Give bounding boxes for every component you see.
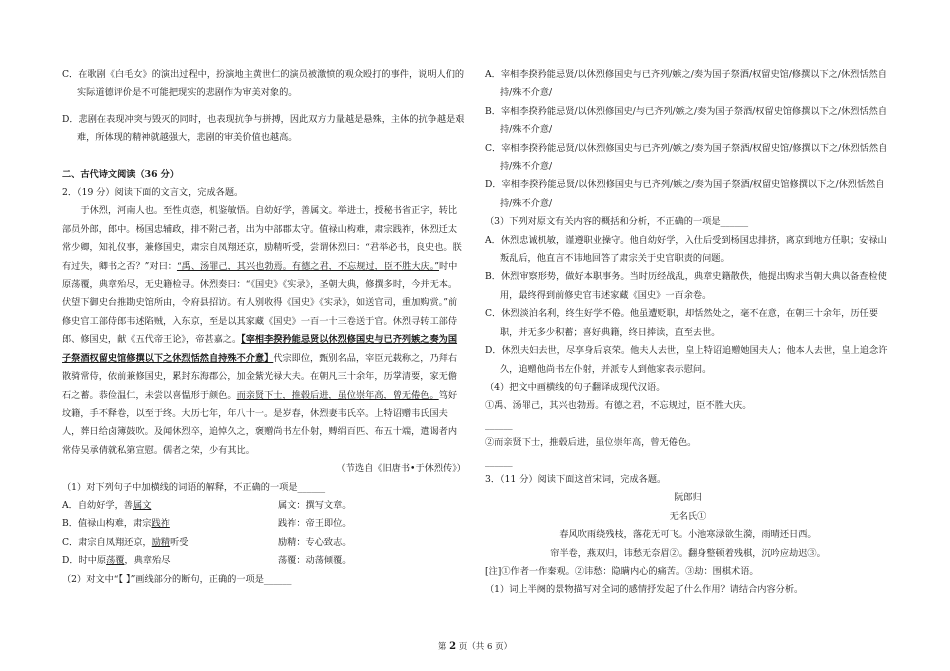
sub-question-3: （3）下列对原文有关内容的概括和分析，不正确的一项是______ bbox=[485, 216, 749, 228]
passage-part-3: 代宗即位，甄别名品，宰臣元载称之，乃拜右散骑常侍，依前兼修国史，累封东海郡公，加金紫光禄大夫。在朝凡三十余年，历掌清要，家无儋石之蓄。恭俭温仁，未尝以喜愠形于颜色。 bbox=[62, 352, 458, 401]
left-column bbox=[62, 66, 466, 589]
sub3-option-d: D．休烈夫妇去世，尽享身后哀荣。他夫人去世，皇上特诏追赠她国夫人；他本人去世，皇上追念许久，追赠他尚书左仆射，并派专人到他家表示慰问。 bbox=[485, 345, 888, 375]
sub2-option-c: C．宰相李揆矜能忌贤/以休烈修国史与已齐列/嫉之/奏为国子祭酒/权留史馆/修撰以下之/休烈恬然自持/殊不介意/ bbox=[485, 142, 888, 173]
bracketed-sentence: 【宰相李揆矜能忌贤以休烈修国史与已齐列嫉之奏为国子祭酒权留史馆修撰以下之休烈恬然自持殊不介意】 bbox=[62, 334, 458, 364]
poem-line-2: 帘半卷，燕双归，讳愁无奈眉②。翻身整顿着残棋，沉吟应劫迟③。 bbox=[550, 547, 826, 559]
page-footer: 第 2 页（共 6 页） bbox=[437, 641, 513, 652]
option-c: C．在歌剧《白毛女》的演出过程中，扮演地主黄世仁的演员被激愤的观众殴打的事件，说明人们的实际道德评价是不可能把现实的悲剧作为审美对象的。 bbox=[62, 69, 465, 99]
question-3-intro: 3．（11 分）阅读下面这首宋词，完成各题。 bbox=[485, 473, 667, 485]
sub2-option-a: A．宰相李揆矜能忌贤/以休烈修国史与已齐列/嫉之/奏为国子祭酒/权留史馆/修撰以下之/休烈恬然自持/殊不介意/ bbox=[485, 69, 887, 99]
sub-question-1: （1）对下列句子中加横线的词语的解释，不正确的一项是______ bbox=[62, 481, 326, 493]
poem-note: [注]①作者一作秦观。②讳愁：隐瞒内心的痛苦。③劫：围棋术语。 bbox=[485, 565, 759, 577]
translate-sentence-2: ②而亲贤下士，推毂后进，虽位崇年高，曾无倦色。 bbox=[485, 437, 697, 449]
underlined-sentence-1: “禹、汤罪己，其兴也勃焉。有德之君，不忘规过，臣不胜大庆。” bbox=[176, 260, 439, 272]
sub2-option-d: D．宰相李揆矜能忌贤/以休烈修国史与已齐列/嫉之/奏为国子祭酒/权留史馆修撰以下之/休烈恬然自持/殊不介意/ bbox=[485, 179, 885, 209]
page-number: 2 bbox=[449, 641, 457, 652]
question-3-sub-1: （1）词上半阕的景物描写对全词的感情抒发起了什么作用？请结合内容分析。 bbox=[485, 584, 804, 596]
poem-author: 无名氏① bbox=[669, 510, 707, 522]
passage-part-4: 笃好坟籍，手不释卷，以至于终。大历七年，年八十一。是岁春，休烈妻韦氏卒。上特诏赠韦氏国夫人，葬日给卤簿鼓吹。及闻休烈卒，追悼久之，褒赠尚书左仆射，赙绢百匹、布五十端，遣谒者内常侍吴承倩就私第宣慰。儒者之荣，少有其比。 bbox=[62, 389, 458, 456]
sub3-option-a: A．休烈忠诚机敏，谨遵职业操守。他自幼好学，入仕后受到杨国忠排挤，离京到地方任职；安禄山叛乱后，他直言不讳地回答了肃宗关于史官职责的问题。 bbox=[485, 234, 887, 265]
passage-part-2: 时中原荡覆，典章殆尽，无史籍检寻。休烈奏曰：“《国史》《实录》，圣朝大典，修撰多时，今并无本。伏望下御史台推勘史馆所由，令府县招访。有人别收得《国史》《实录》，如送官司，重加购赏。”前修史官工部侍郎韦述陷贼，入东京，至是以其家藏《国史》一百一十三卷送于官。休烈寻转工部侍郎、修国史，献《五代帝王论》，帝甚嘉之。 bbox=[62, 260, 458, 346]
sub2-option-b: B．宰相李揆矜能忌贤/以休烈修国史/与已齐列/嫉之/奏为国子祭酒/权留史馆修撰以下之/休烈恬然自持/殊不介意/ bbox=[485, 105, 888, 136]
poem-line-1: 春风吹雨绕残枝，落花无可飞。小池寒渌欲生漪，雨晴还日西。 bbox=[559, 529, 817, 541]
sub1-option-c: C．肃宗自凤翔还京，励精听受 励精：专心致志。 bbox=[62, 536, 352, 548]
answer-blank-1: ______ bbox=[485, 418, 513, 430]
underlined-sentence-2: 而亲贤下士，推毂后进，虽位崇年高，曾无倦色。 bbox=[236, 389, 439, 401]
answer-blank-2: ______ bbox=[485, 455, 513, 467]
option-d: D．悲剧在表现冲突与毁灭的同时，也表现抗争与拼搏，因此双方力量越是悬殊，主体的抗争越是艰难，所体现的精神就越强大，悲剧的审美价值也越高。 bbox=[62, 113, 465, 144]
translate-sentence-1: ①禹、汤罪己，其兴也勃焉。有德之君，不忘规过，臣不胜大庆。 bbox=[485, 400, 752, 412]
sub-question-2: （2）对文中“【 】”画线部分的断句，正确的一项是______ bbox=[62, 573, 292, 585]
sub1-option-b: B．值禄山构难，肃宗践祚 践祚：帝王即位。 bbox=[62, 518, 352, 530]
right-column bbox=[485, 66, 891, 600]
passage bbox=[62, 202, 466, 460]
sub1-option-d: D．时中原荡覆，典章殆尽 荡覆：动荡倾覆。 bbox=[62, 555, 352, 567]
sub3-option-c: C．休烈淡泊名利，终生好学不倦。他虽遭贬职，却恬然处之，毫不在意，在朝三十余年，历任要职，并无多少积蓄；喜好典籍，终日捧读，直至去世。 bbox=[485, 308, 878, 338]
passage-part-1: 于休烈，河南人也。至性贞悫，机鉴敏悟。自幼好学，善属文。举进士，授秘书省正字，转比部员外郎，郎中。杨国忠辅政，排不附己者，出为中部郡太守。值禄山构难，肃宗践祚，休烈迁太常少卿，知礼仪事，兼修国史，肃宗自凤翔还京，励精听受，尝谓休烈曰：“君举必书，良史也。朕有过失，卿书之否？”对曰： bbox=[62, 205, 462, 272]
question-2-intro: 2．（19 分）阅读下面的文言文，完成各题。 bbox=[62, 187, 244, 199]
poem-title: 阮郎归 bbox=[674, 492, 702, 504]
sub3-option-b: B．休烈审察形势，做好本职事务。当时历经战乱，典章史籍散佚，他提出购求当朝大典以备查检使用，最终得到前修史官韦述家藏《国史》一百余卷。 bbox=[485, 271, 887, 301]
passage-source: （节选自《旧唐书•于休烈传》） bbox=[336, 463, 466, 475]
sub1-option-a: A．自幼好学，善属文 属文：撰写文章。 bbox=[62, 499, 352, 511]
section-title: 二、古代诗文阅读（36 分） bbox=[62, 168, 180, 180]
sub-question-4: （4）把文中画横线的句子翻译成现代汉语。 bbox=[485, 381, 666, 393]
